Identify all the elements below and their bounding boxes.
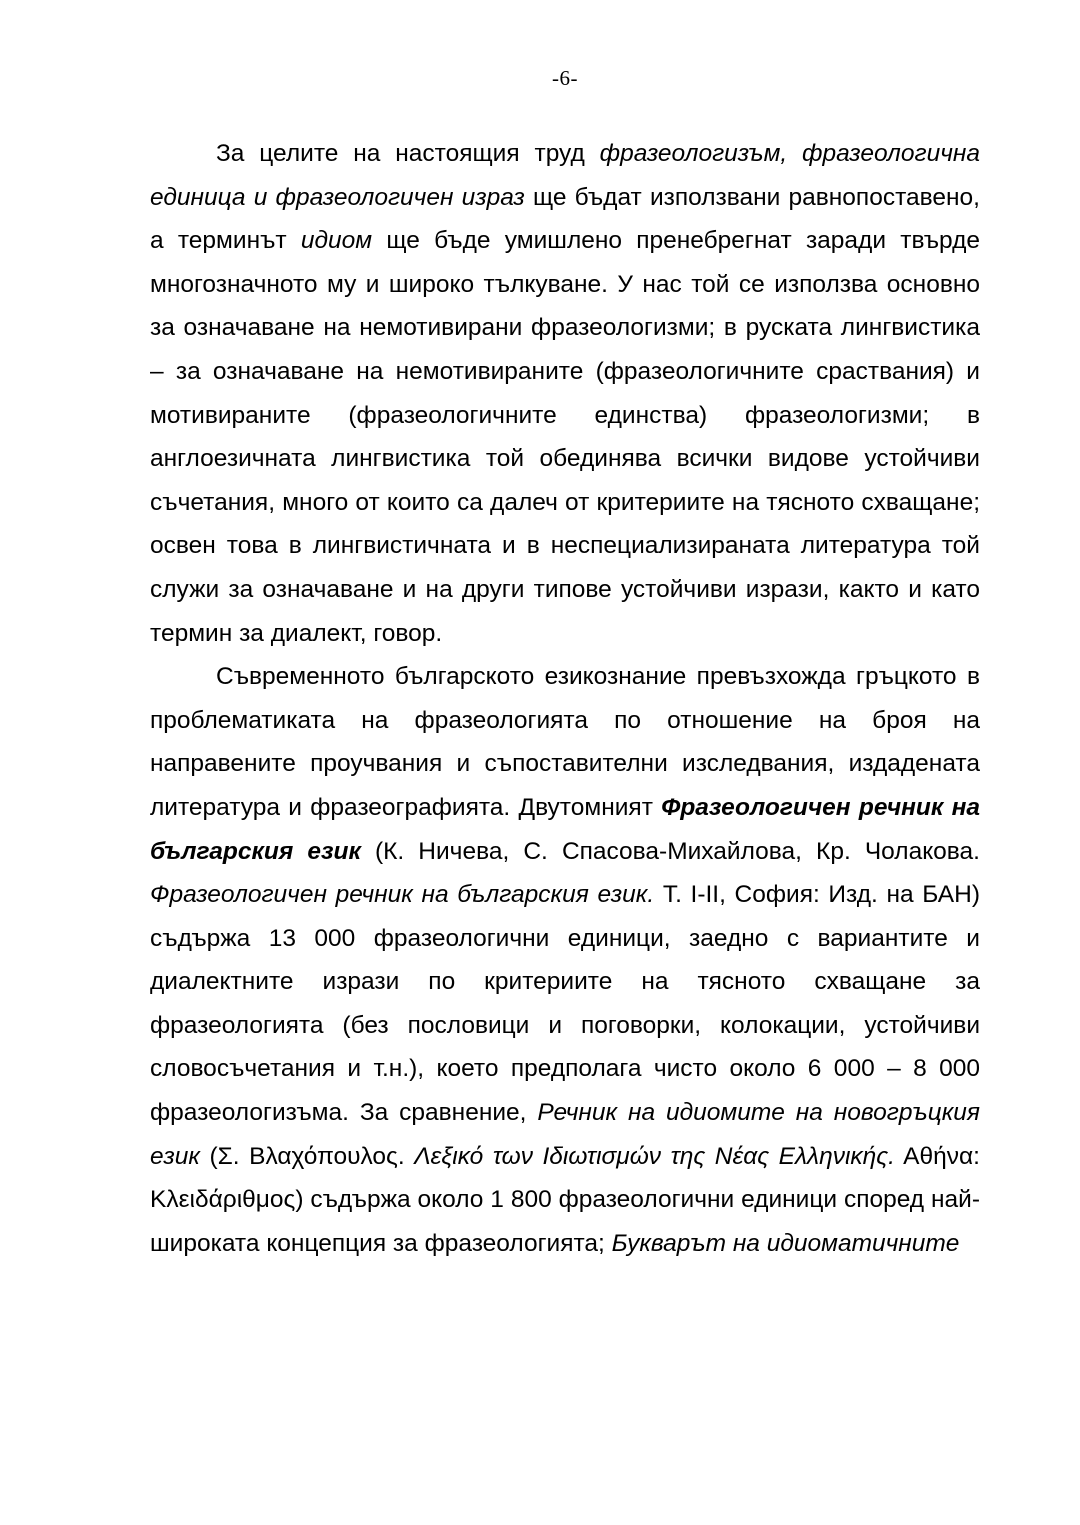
page-number: -6-: [552, 66, 578, 90]
text-segment-italic: Речник на идиомите на новогръцкия език: [150, 1099, 980, 1170]
text-segment: (Σ. Βλαχόπουλος.: [199, 1142, 415, 1170]
text-segment: ще бъде умишлено пренебрегнат заради твърде многозначното му и широко тълкуване. У нас той се използва основно за означаване на немотивирани фразеологизми; в руската лингвистика – за означаване на немотивираните (фразеологичните сраствания) и мотивираните (фразеологичните единства) фразеологизми; в англоезичната лингвистика той обединява всички видове устойчиви съчетания, много от които са далеч от критериите на тясното схващане; освен това в лингвистичната и в неспециализираната литература той служи за означаване и на други типове устойчиви изрази, както и като термин за диалект, говор.: [150, 227, 980, 647]
text-segment: Съвременното българското езикознание превъзхожда гръцкото в проблематиката на фразеологията по отношение на броя на направените проучвания и съпоставителни изследвания, издадената литература и фразеографията. Двутомният: [150, 663, 980, 821]
text-segment-italic: Λεξικό των Ιδιωτισμών της Νέας Ελληνικής.: [414, 1142, 895, 1170]
text-segment: (К. Ничева, С. Спасова-Михайлова, Кр. Чолакова.: [360, 837, 980, 865]
text-segment-bold-italic: Фразеологичен речник на българския език: [150, 793, 980, 865]
text-segment-italic: Фразеологичен речник на българския език.: [150, 881, 655, 909]
text-segment: Т. I-II, София: Изд. на БАН) съдържа 13 000 фразеологични единици, заедно с вариантите и диалектните изрази по критериите на тясното схващане за фразеологията (без пословици и поговорки, колокации, устойчиви словосъчетания и т.н.), което предполага чисто около 6 000 – 8 000 фразеологизъма. За сравнение,: [150, 881, 980, 1127]
text-segment-italic: фразеологизъм, фразеологична единица и фразеологичен израз: [150, 140, 980, 211]
paragraph-2: [150, 655, 980, 1265]
text-segment-italic: идиом: [300, 227, 373, 255]
text-segment: За целите на настоящия труд: [216, 140, 600, 167]
text-segment: Αθήνα: Κλειδάριθμος) съдържа около 1 800 фразеологични единици според най-широката концепция за фразеологията;: [150, 1142, 980, 1257]
paragraph-1: [150, 132, 980, 655]
text-segment-italic: Букварът на идиоматичните: [611, 1229, 960, 1257]
body-text: [150, 132, 980, 1265]
text-segment: ще бъдат използвани равнопоставено, а терминът: [150, 183, 980, 255]
